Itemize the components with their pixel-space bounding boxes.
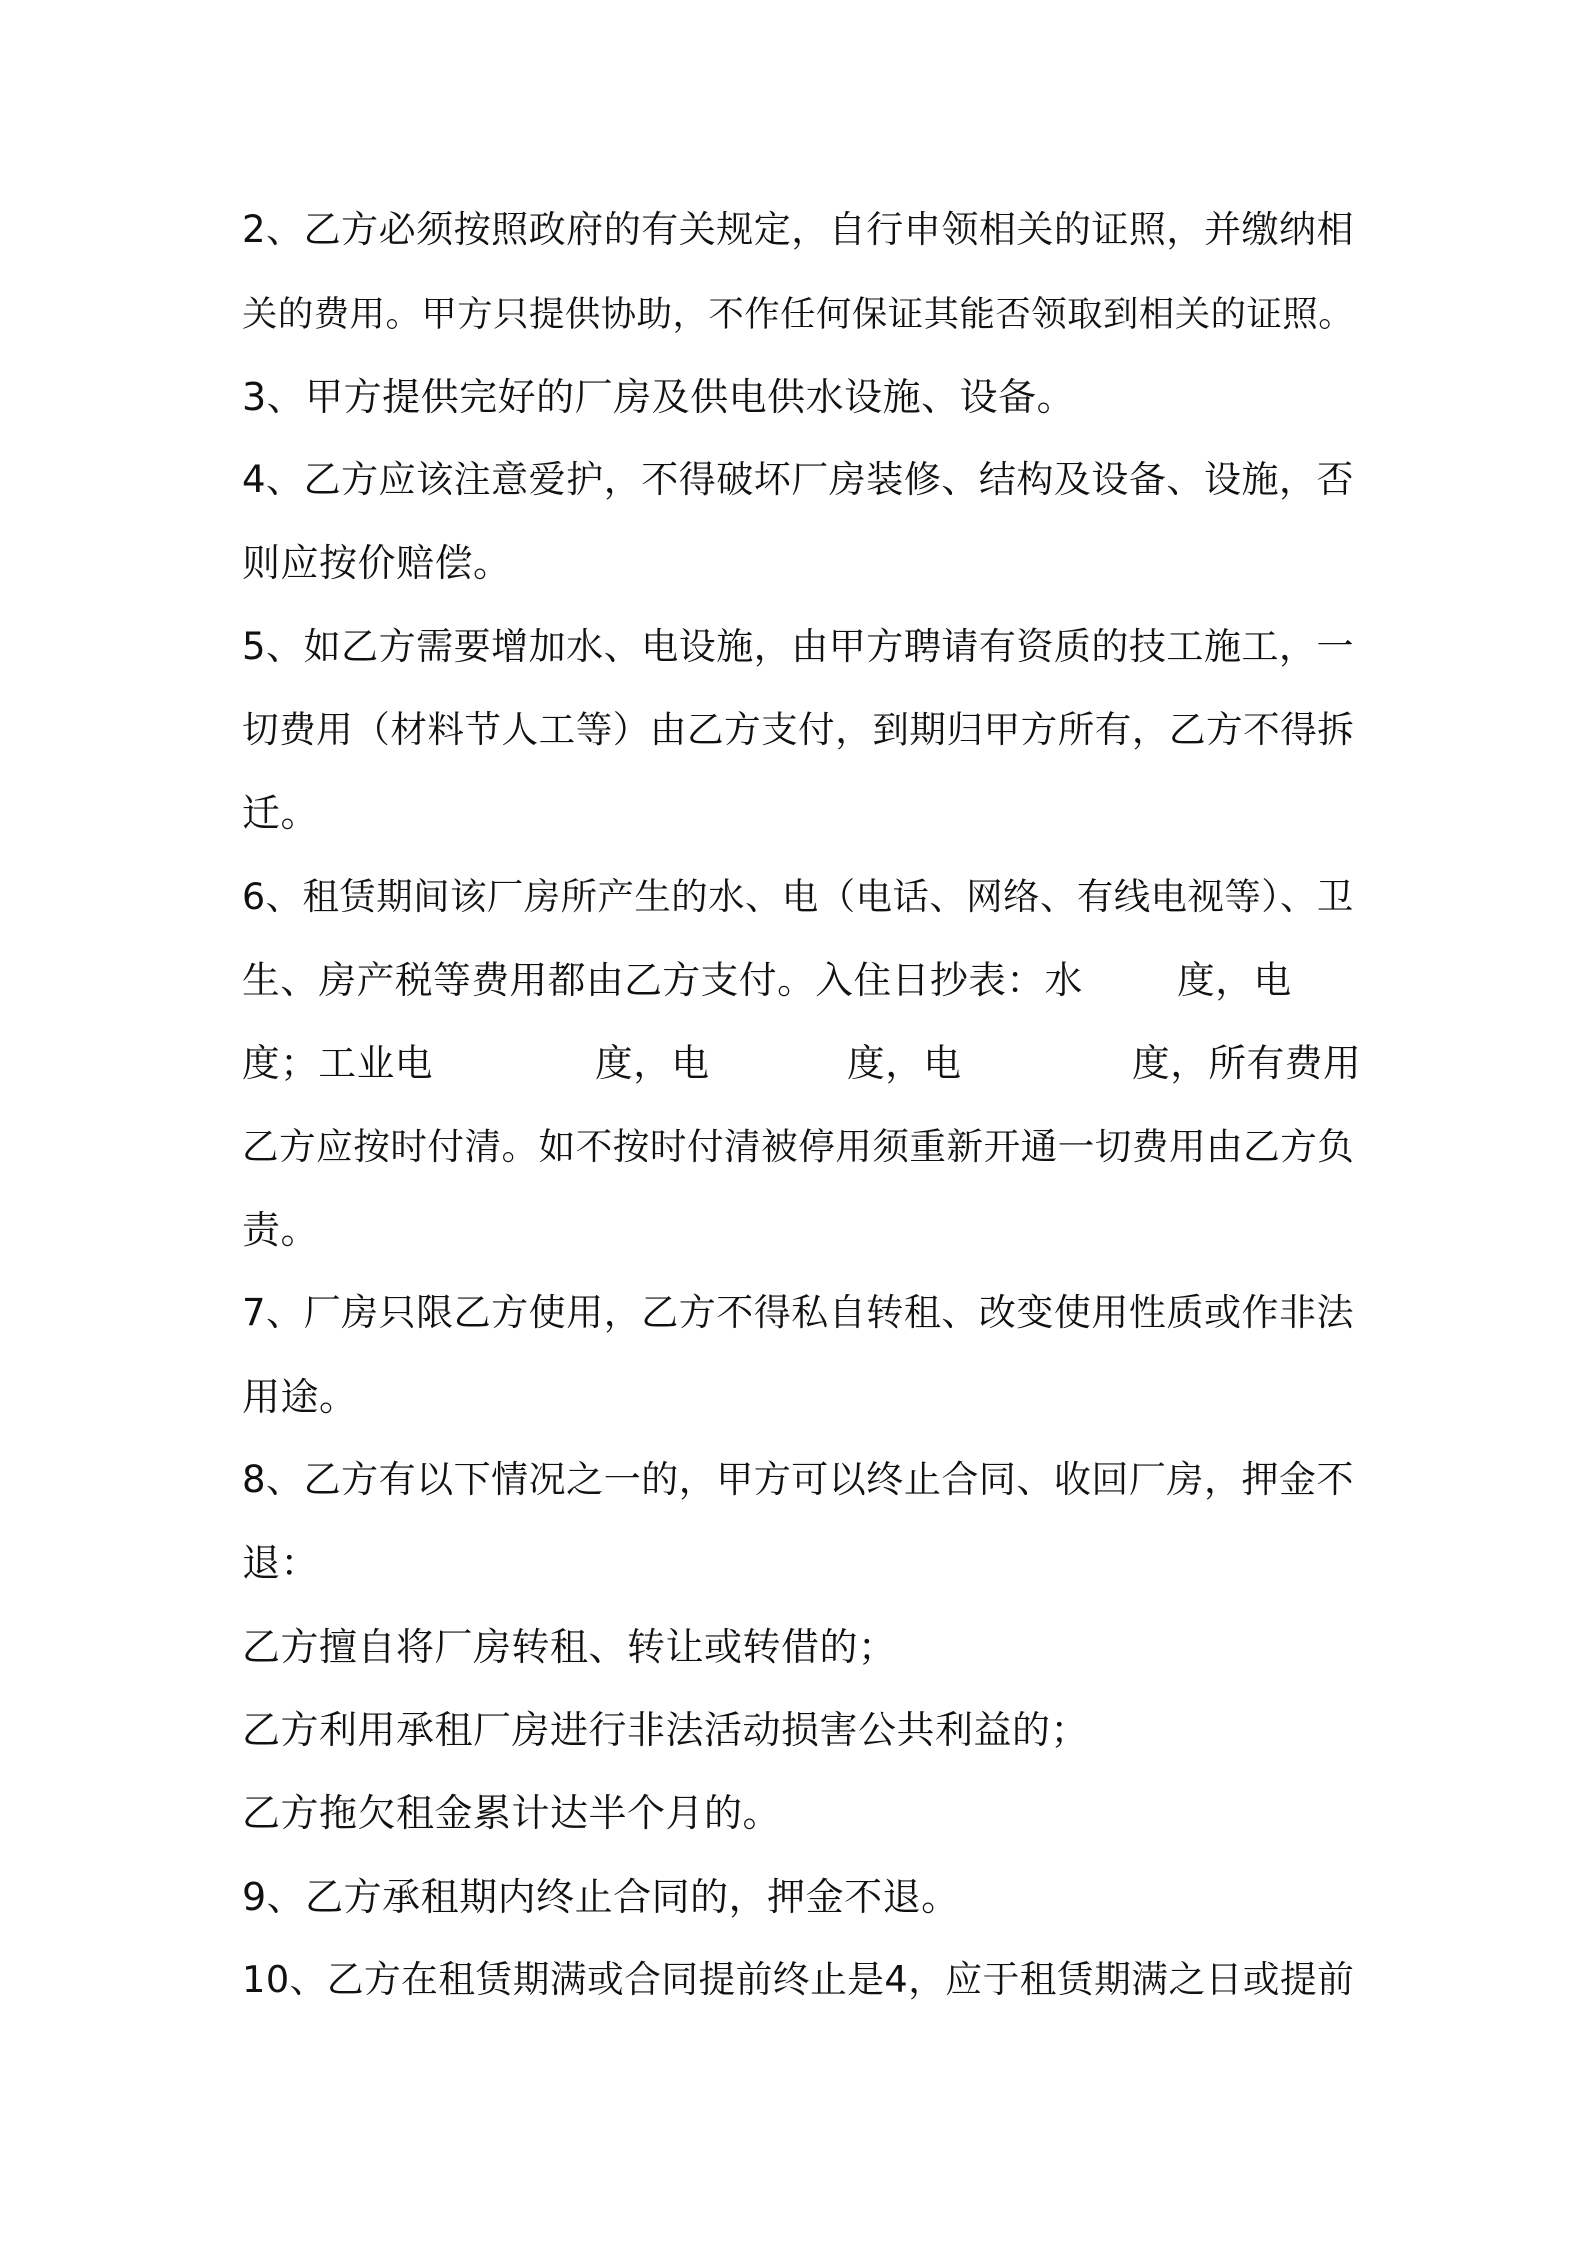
clause-8-item-3: 乙方拖欠租金累计达半个月的。	[242, 1791, 782, 1835]
clause-8-item-1: 乙方擅自将厂房转租、转让或转借的；	[242, 1625, 897, 1669]
clause-6-line-5: 责。	[242, 1208, 320, 1252]
clause-10-line-1: 10、乙方在租赁期满或合同提前终止是4，应于租赁期满之日或提前	[242, 1958, 1355, 2001]
clause-2-line-2: 关的费用。甲方只提供协助，不作任何保证其能否领取到相关的证照。	[242, 294, 1355, 335]
clause-7-line-1: 7、厂房只限乙方使用，乙方不得私自转租、改变使用性质或作非法	[242, 1291, 1355, 1334]
clause-8-line-1: 8、乙方有以下情况之一的，甲方可以终止合同、收回厂房，押金不	[242, 1458, 1355, 1501]
industrial-electric-label: 度；工业电	[242, 1041, 433, 1085]
clause-4-line-1: 4、乙方应该注意爱护，不得破坏厂房装修、结构及设备、设施，否	[242, 458, 1355, 501]
clause-3-line-1: 3、甲方提供完好的厂房及供电供水设施、设备。	[242, 375, 1076, 419]
clause-6-line-3	[242, 1028, 1362, 1098]
meter-reading-intro: 生、房产税等费用都由乙方支付。入住日抄表：水	[242, 958, 1083, 1002]
degree-electric-label-2: 度，电	[847, 1041, 962, 1085]
clause-5-line-3: 迁。	[242, 791, 320, 835]
clause-8-line-2: 退：	[242, 1541, 320, 1585]
water-degree-electric-label: 度，电	[1177, 958, 1292, 1002]
clause-5-line-1: 5、如乙方需要增加水、电设施，由甲方聘请有资质的技工施工，一	[242, 625, 1355, 668]
clause-7-line-2: 用途。	[242, 1375, 358, 1419]
clause-6-line-1: 6、租赁期间该厂房所产生的水、电（电话、网络、有线电视等）、卫	[242, 875, 1354, 918]
clause-4-line-2: 则应按价赔偿。	[242, 541, 512, 585]
clause-5-line-2: 切费用（材料节人工等）由乙方支付，到期归甲方所有，乙方不得拆	[242, 708, 1355, 751]
clause-8-item-2: 乙方利用承租厂房进行非法活动损害公共利益的；	[242, 1708, 1090, 1752]
degree-electric-label-1: 度，电	[595, 1041, 710, 1085]
clause-2-line-1: 2、乙方必须按照政府的有关规定，自行申领相关的证照，并缴纳相	[242, 208, 1355, 251]
degree-all-fees-label: 度，所有费用	[1132, 1041, 1362, 1085]
clause-6-line-4: 乙方应按时付清。如不按时付清被停用须重新开通一切费用由乙方负	[242, 1125, 1355, 1168]
clause-9-line-1: 9、乙方承租期内终止合同的，押金不退。	[242, 1875, 960, 1919]
clause-6-line-2	[242, 945, 1362, 1015]
